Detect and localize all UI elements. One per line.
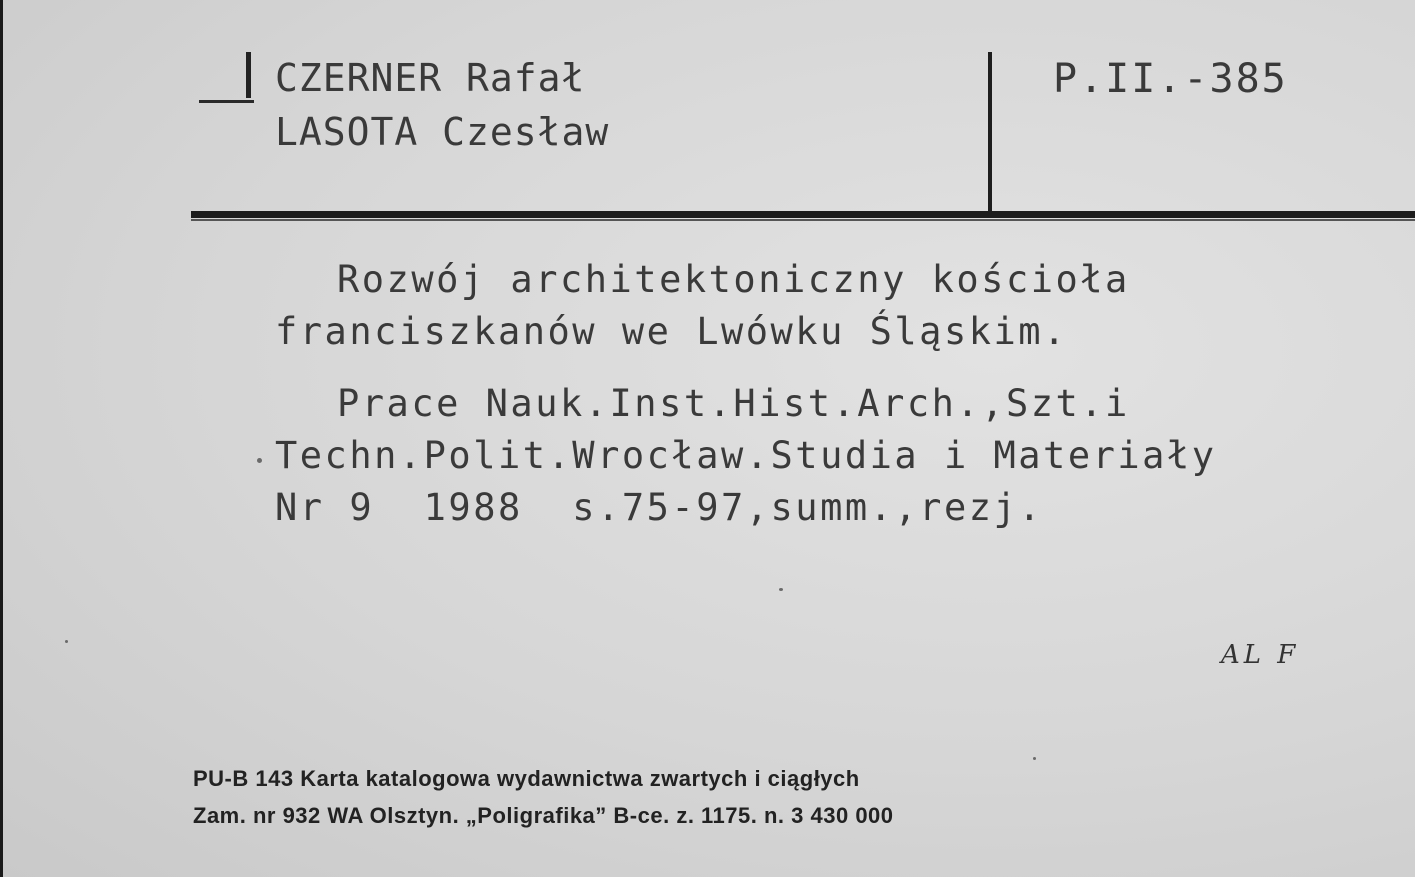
footer-line-2: Zam. nr 932 WA Olsztyn. „Poligrafika” B-ce. z. 1175. n. 3 430 000 (193, 803, 894, 828)
header-divider-shadow (191, 219, 1415, 221)
entry-marker-bar (246, 52, 251, 98)
source-line-2: Techn.Polit.Wrocław.Studia i Materiały (275, 434, 1217, 477)
entry-marker-underline (199, 100, 254, 103)
dust-speck (257, 458, 262, 463)
handwritten-note: AL F (1221, 640, 1300, 670)
author-1: CZERNER Rafał (275, 56, 586, 100)
source-line-1: Prace Nauk.Inst.Hist.Arch.,Szt.i (337, 382, 1130, 425)
title-line-1: Rozwój architektoniczny kościoła (337, 258, 1130, 301)
dust-speck (779, 588, 783, 591)
footer-line-1: PU-B 143 Karta katalogowa wydawnictwa zwartych i ciągłych (193, 766, 860, 791)
shelfmark: P.II.-385 (1053, 56, 1288, 102)
dust-speck (1033, 757, 1036, 760)
source-line-3: Nr 9 1988 s.75-97,summ.,rezj. (275, 486, 1044, 529)
title-line-2: franciszkanów we Lwówku Śląskim. (275, 310, 1068, 353)
author-2: LASOTA Czesław (275, 110, 610, 154)
header-divider (191, 211, 1415, 218)
dust-speck (65, 640, 68, 643)
vertical-divider (988, 52, 992, 212)
